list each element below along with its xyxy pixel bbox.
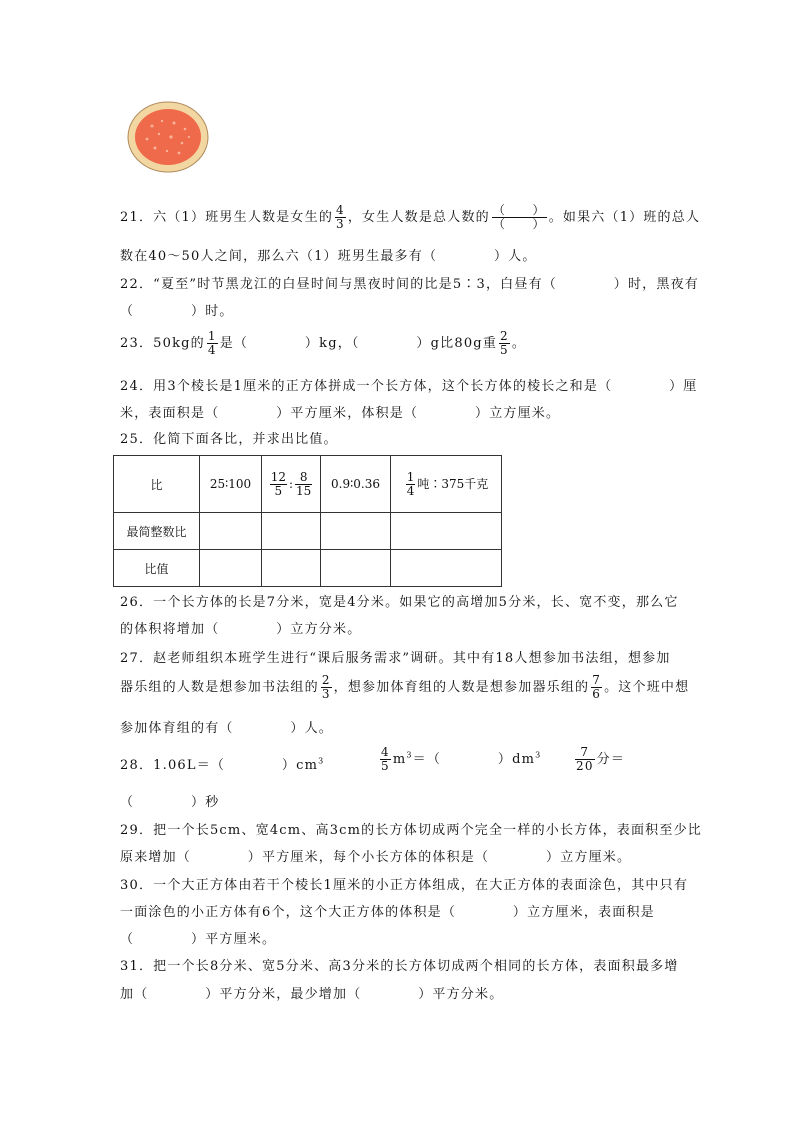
q21-line2: 数在40～50人之间，那么六（1）班男生最多有（ ）人。 (120, 249, 537, 264)
q21-line1: 21．六（1）班男生人数是女生的 $\frac{4}{3}$ ，女生人数是总人数的 $\frac{( )}{( )}$ 。如果六（1）班的总人 (120, 203, 701, 231)
q27-line3: 参加体育组的有（ ）人。 (120, 721, 334, 736)
ratio-table (113, 455, 502, 587)
answer-cell[interactable] (262, 513, 321, 550)
q26-line1: 26．一个长方体的长是7分米，宽是4分米。如果它的高增加5分米，长、宽不变，那么它 (120, 595, 679, 610)
answer-cell[interactable] (262, 550, 321, 587)
ratio-cell: 25∶100 (200, 456, 262, 513)
q25-title: 25．化简下面各比，并求出比值。 (120, 432, 338, 447)
q29-line1: 29．把一个长5cm、宽4cm、高3cm的长方体切成两个完全一样的小长方体，表面积至少比 (120, 823, 702, 838)
ratio-cell: $\frac{1}{4}$ 吨∶375千克 (391, 456, 502, 513)
answer-cell[interactable] (200, 550, 262, 587)
row-header-simplest: 最简整数比 (114, 513, 200, 550)
q30-line3: （ ）平方厘米。 (120, 932, 277, 947)
answer-cell[interactable] (200, 513, 262, 550)
q28-part-b: $\frac{4}{5}$ $m^3=$（ ）$dm^3$ (381, 745, 542, 773)
row-header-value: 比值 (114, 550, 200, 587)
q30-line1: 30．一个大正方体由若干个棱长1厘米的小正方体组成，在大正方体的表面涂色，其中只有 (120, 878, 689, 893)
fraction: $\frac{7}{6}$ (592, 673, 602, 701)
q31-line2: 加（ ）平方分米，最少增加（ ）平方分米。 (120, 987, 504, 1002)
q27-line1: 27．赵老师组织本班学生进行“课后服务需求”调研。其中有18人想参加书法组，想参加 (120, 651, 671, 666)
ratio-cell: $\frac{12}{5}$ : $\frac{8}{15}$ (262, 456, 321, 513)
q23-line: 23．50kg的 $\frac{1}{4}$ 是（ ）kg，（ ）g比80g重 $\frac{2}{5}$ 。 (120, 329, 527, 357)
q31-line1: 31．把一个长8分米、宽5分米、高3分米的长方体切成两个相同的长方体，表面积最多增 (120, 959, 679, 974)
fraction: $\frac{1}{4}$ (207, 329, 217, 357)
q24-line1: 24．用3个棱长是1厘米的正方体拼成一个长方体，这个长方体的棱长之和是（ ）厘 (120, 379, 698, 394)
q29-line2: 原来增加（ ）平方厘米，每个小长方体的体积是（ ）立方厘米。 (120, 850, 632, 865)
q28-part-c: $\frac{7}{20}$ 分＝ (576, 745, 626, 773)
q22-line2: （ ）时。 (120, 304, 234, 319)
q28-line2: （ ）秒 (120, 795, 220, 810)
fraction: $\frac{2}{5}$ (500, 329, 509, 357)
row-header-ratio: 比 (114, 456, 200, 513)
answer-cell[interactable] (321, 513, 391, 550)
q22-line1: 22．“夏至”时节黑龙江的白昼时间与黑夜时间的比是5∶3，白昼有（ ）时，黑夜有 (120, 277, 699, 292)
orange-disk-image (127, 101, 209, 173)
fraction: $\frac{2}{3}$ (321, 673, 331, 701)
q28-part-a: 28．1.06L＝（ ）$cm^3$ (120, 756, 325, 773)
q27-line2: 器乐组的人数是想参加书法组的 $\frac{2}{3}$ ，想参加体育组的人数是想参加器乐组的 $\frac{7}{6}$ 。这个班中想 (120, 673, 690, 701)
q26-line2: 的体积将增加（ ）立方分米。 (120, 622, 362, 637)
answer-fraction[interactable]: $\frac{( )}{( )}$ (492, 203, 546, 231)
answer-cell[interactable] (391, 513, 502, 550)
fraction: $\frac{4}{3}$ (336, 203, 345, 231)
q30-line2: 一面涂色的小正方体有6个，这个大正方体的体积是（ ）立方厘米，表面积是 (120, 905, 655, 920)
answer-cell[interactable] (321, 550, 391, 587)
answer-cell[interactable] (391, 550, 502, 587)
ratio-cell: 0.9∶0.36 (321, 456, 391, 513)
q24-line2: 米，表面积是（ ）平方厘米，体积是（ ）立方厘米。 (120, 406, 561, 421)
